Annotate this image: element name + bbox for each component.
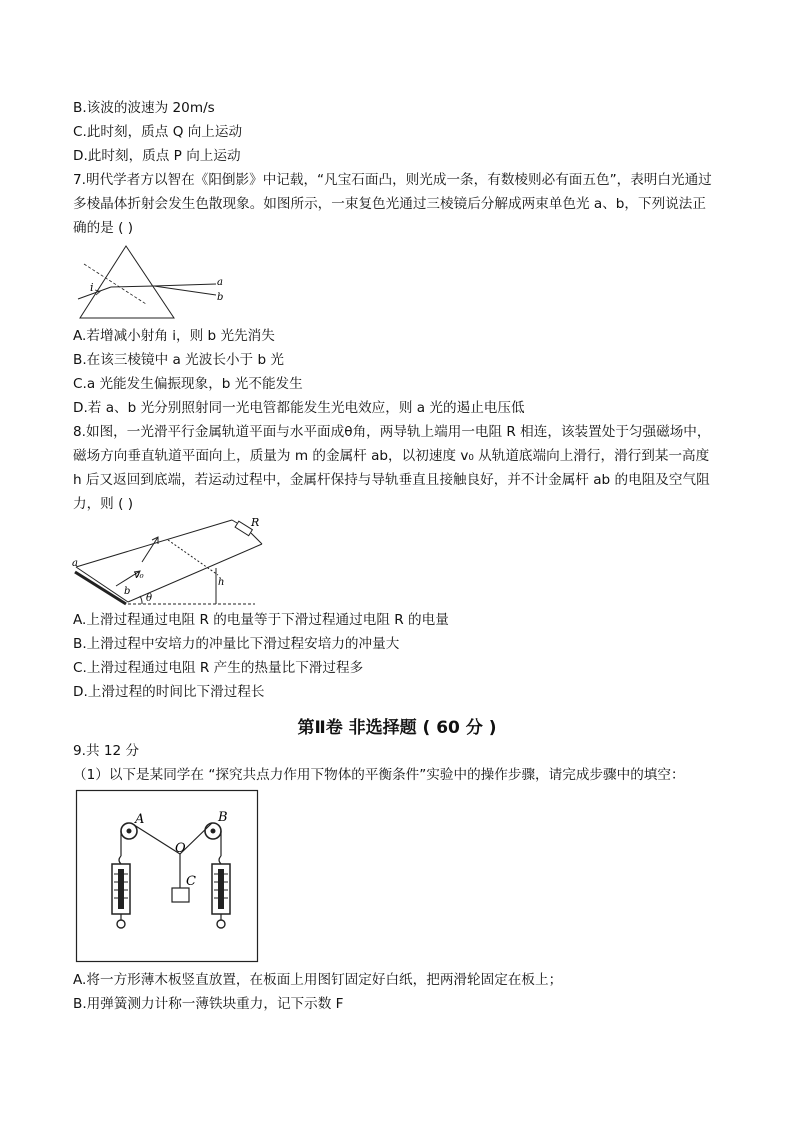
q7-stem-line-1: 7.明代学者方以智在《阳倒影》中记载，“凡宝石面凸，则光成一条，有数棱则必有面五色”，表明白光通过 [73,172,712,188]
q8-stem-line-1: 8.如图，一光滑平行金属轨道平面与水平面成θ角，两导轨上端用一电阻 R 相连，该装置处于匀强磁场中， [73,424,711,440]
pulley-b-hub [211,829,216,834]
q6-option-b: B.该波的波速为 20m/s [73,100,215,116]
q7-option-d: D.若 a、b 光分别照射同一光电管都能发生光电效应，则 a 光的遏止电压低 [73,400,525,416]
spring-scale-left [112,856,130,928]
height-label: h [218,577,225,588]
ray-a-label: a [217,277,223,288]
incident-angle-label: i [90,281,94,294]
q8-option-d: D.上滑过程的时间比下滑过程长 [73,684,265,700]
q8-stem-line-3: h 后又返回到底端，若运动过程中，金属杆保持与导轨垂直且接触良好，并不计金属杆 ab 的电阻及空气阻 [73,472,710,488]
knot-label: O [175,841,186,856]
q8-option-b: B.上滑过程中安培力的冲量比下滑过程安培力的冲量大 [73,636,400,652]
rail-lower [76,567,131,602]
pulley-b-label: B [218,810,228,825]
resistor-wire-bottom [251,533,262,544]
ray-b [154,286,216,295]
q9-step-b: B.用弹簧测力计称一薄铁块重力，记下示数 F [73,996,344,1012]
rail-figure [70,512,280,608]
spring-scale-right [212,856,230,928]
weight-c [172,888,189,902]
q8-stem-line-4: 力，则 ( ) [73,496,134,512]
q6-option-d: D.此时刻，质点 P 向上运动 [73,148,241,164]
q7-stem-line-3: 确的是 ( ) [73,220,134,236]
prism-triangle [80,246,174,318]
refracted-ray [111,286,154,287]
section-title: 第Ⅱ卷 非选择题 ( 60 分 ) [297,718,497,738]
q7-option-b: B.在该三棱镜中 a 光波长小于 b 光 [73,352,285,368]
q9-heading: 9.共 12 分 [73,743,140,759]
q6-option-c: C.此时刻，质点 Q 向上运动 [73,124,243,140]
resistor-wire-top [232,520,237,523]
q8-option-c: C.上滑过程通过电阻 R 产生的热量比下滑过程多 [73,660,364,676]
ray-b-label: b [217,292,224,303]
velocity-label: v₀ [134,570,144,581]
rod-a-label: a [72,558,78,569]
rod-b-label: b [124,586,131,597]
q8-stem-line-2: 磁场方向垂直轨道平面向上，质量为 m 的金属杆 ab，以初速度 v₀ 从轨道底端向上滑行，滑行到某一高度 [73,448,710,464]
string-ao [131,823,180,854]
angle-label: θ [146,593,153,604]
q7-option-c: C.a 光能发生偏振现象，b 光不能发生 [73,376,303,392]
metal-rod-ab [75,572,126,604]
q9-step-a: A.将一方形薄木板竖直放置，在板面上用图钉固定好白纸，把两滑轮固定在板上； [73,972,563,988]
angle-arc [140,596,142,604]
pulley-a-label: A [135,812,145,827]
q9-subquestion-1: （1）以下是某同学在 “探究共点力作用下物体的平衡条件”实验中的操作步骤，请完成步骤中的填空： [73,767,685,783]
resistor [235,521,252,535]
top-position-line [168,540,218,575]
pulley-a-hub [127,829,132,834]
weight-label: C [186,874,196,889]
resistor-label: R [251,516,260,529]
prism-figure [76,244,236,322]
field-arrow-shaft [142,537,158,562]
incident-ray [78,287,111,299]
q7-option-a: A.若增减小射角 i，则 b 光先消失 [73,328,275,344]
ray-a [154,284,216,286]
q7-stem-line-2: 多棱晶体折射会发生色散现象。如图所示，一束复色光通过三棱镜后分解成两束单色光 a、b，下列说法正 [73,196,706,212]
pulley-figure [76,790,258,962]
q8-option-a: A.上滑过程通过电阻 R 的电量等于下滑过程通过电阻 R 的电量 [73,612,449,628]
